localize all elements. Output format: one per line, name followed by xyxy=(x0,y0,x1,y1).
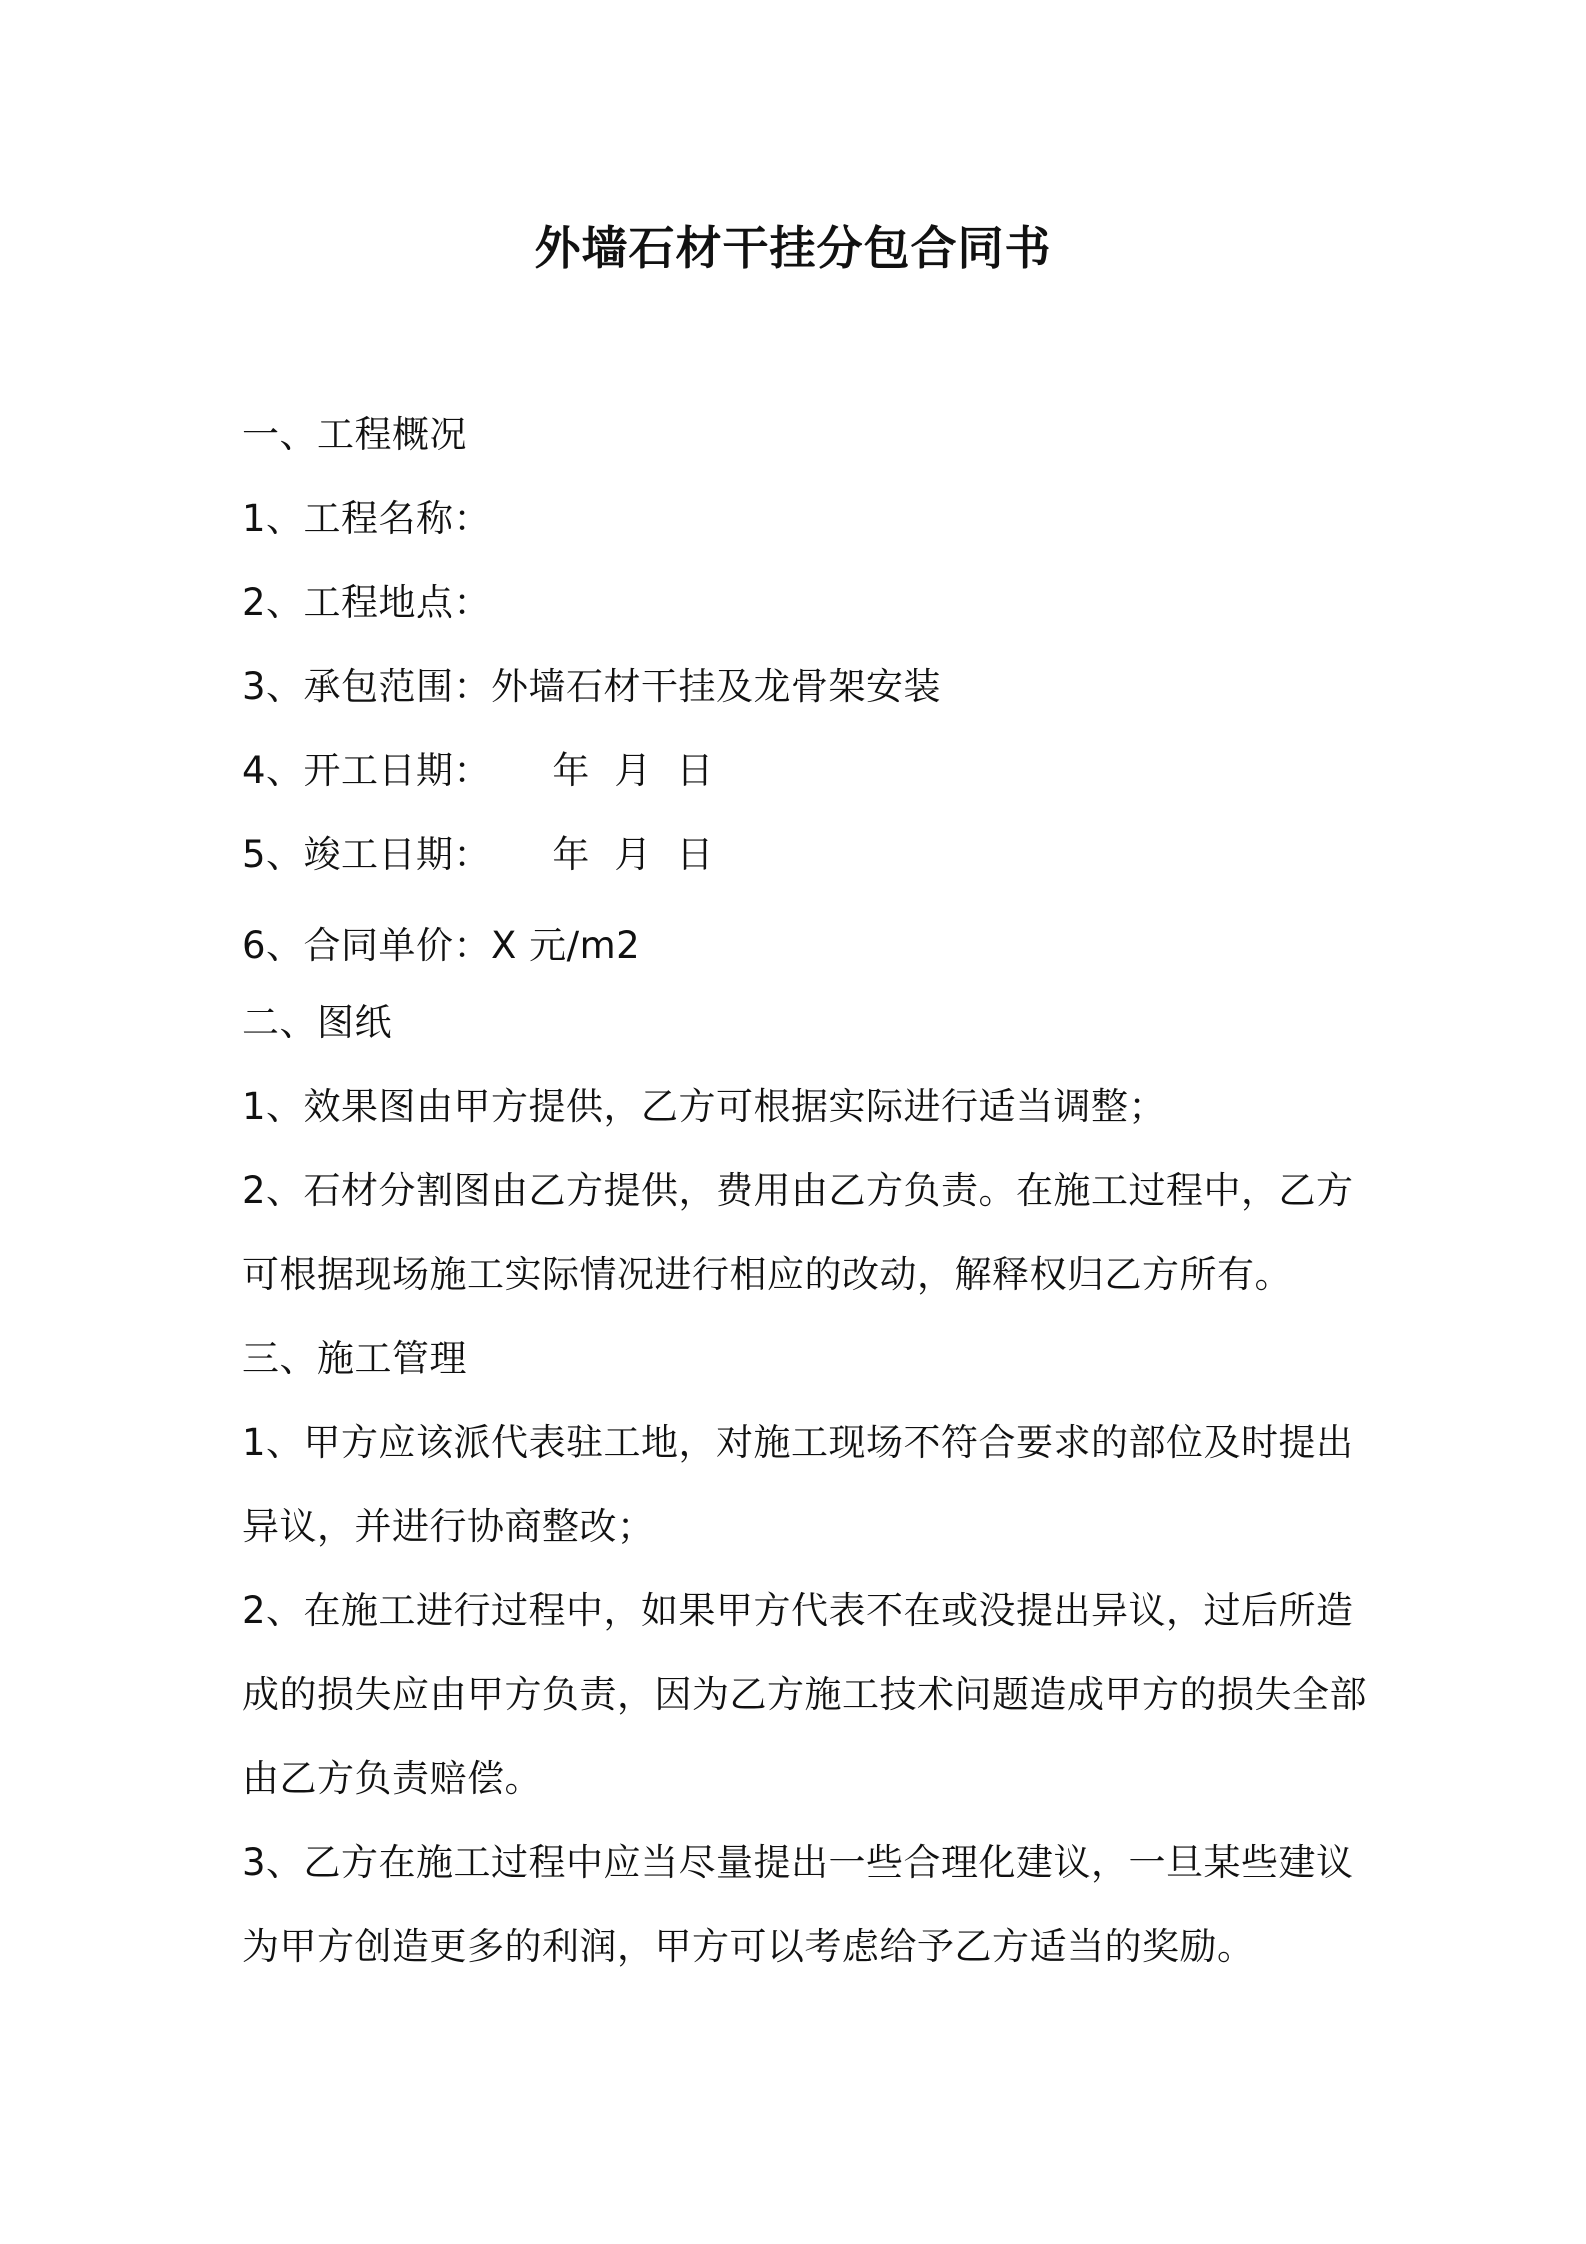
project-name-line: 1、工程名称： xyxy=(242,497,492,540)
management-clause-2-line-2: 成的损失应由甲方负责，因为乙方施工技术问题造成甲方的损失全部 xyxy=(242,1673,1367,1716)
section-heading-overview: 一、工程概况 xyxy=(242,413,467,456)
unit-price-line: 6、合同单价：X 元/m2 xyxy=(242,924,641,967)
section-heading-drawings: 二、图纸 xyxy=(242,1001,392,1044)
drawings-clause-2-line-1: 2、石材分割图由乙方提供，费用由乙方负责。在施工过程中，乙方 xyxy=(242,1169,1354,1212)
project-location-line: 2、工程地点： xyxy=(242,581,492,624)
drawings-clause-1: 1、效果图由甲方提供，乙方可根据实际进行适当调整； xyxy=(242,1085,1167,1128)
management-clause-2-line-1: 2、在施工进行过程中，如果甲方代表不在或没提出异议，过后所造 xyxy=(242,1589,1354,1632)
start-date-line: 4、开工日期： 年 月 日 xyxy=(242,749,714,792)
management-clause-3-line-1: 3、乙方在施工过程中应当尽量提出一些合理化建议，一旦某些建议 xyxy=(242,1841,1354,1884)
management-clause-1-line-1: 1、甲方应该派代表驻工地，对施工现场不符合要求的部位及时提出 xyxy=(242,1421,1354,1464)
management-clause-1-line-2: 异议，并进行协商整改； xyxy=(242,1505,655,1548)
contract-scope-line: 3、承包范围：外墙石材干挂及龙骨架安装 xyxy=(242,665,942,708)
completion-date-line: 5、竣工日期： 年 月 日 xyxy=(242,833,714,876)
section-heading-management: 三、施工管理 xyxy=(242,1337,467,1380)
drawings-clause-2-line-2: 可根据现场施工实际情况进行相应的改动，解释权归乙方所有。 xyxy=(242,1253,1292,1296)
document-title: 外墙石材干挂分包合同书 xyxy=(534,221,1052,275)
management-clause-2-line-3: 由乙方负责赔偿。 xyxy=(242,1757,542,1800)
management-clause-3-line-2: 为甲方创造更多的利润，甲方可以考虑给予乙方适当的奖励。 xyxy=(242,1925,1255,1968)
